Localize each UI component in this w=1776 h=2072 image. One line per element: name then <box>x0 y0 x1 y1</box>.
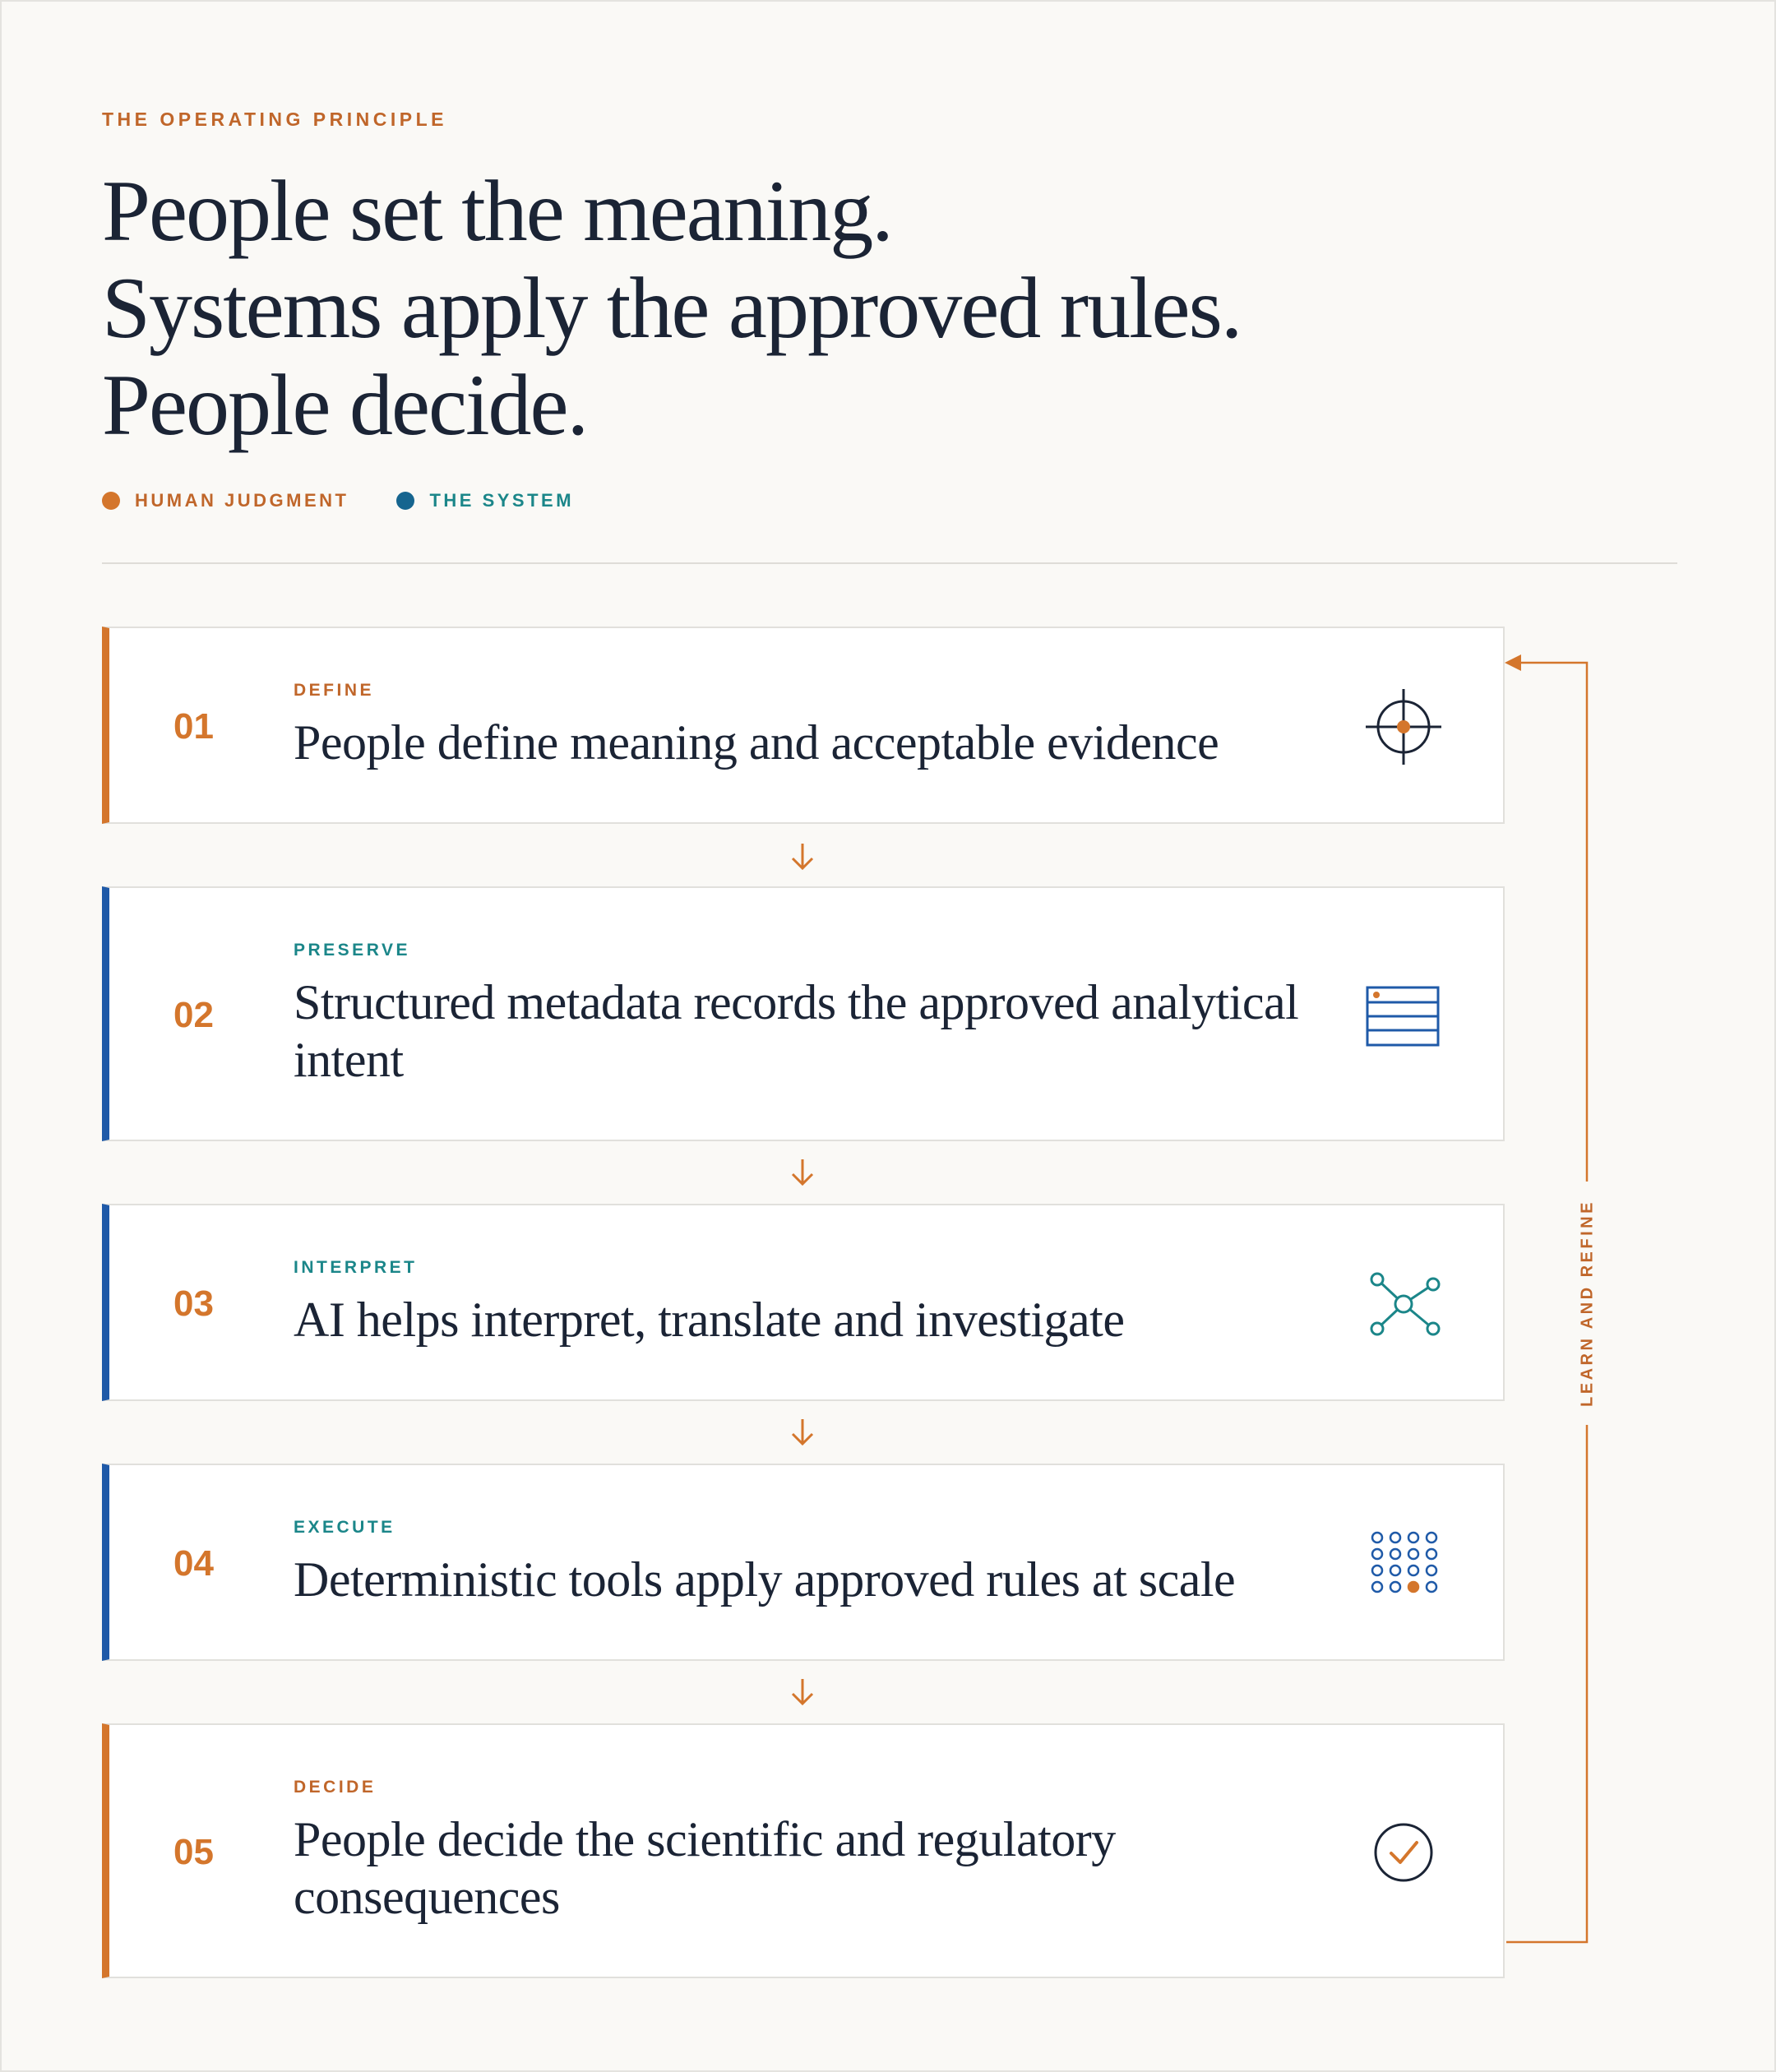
step-description: Structured metadata records the approved analytical intent <box>294 975 1299 1087</box>
grid-dot <box>1408 1549 1418 1559</box>
eyebrow: THE OPERATING PRINCIPLE <box>102 109 447 130</box>
legend-item-system <box>396 490 574 511</box>
dot-grid-icon <box>1362 1523 1445 1605</box>
metadata-table-icon <box>1362 974 1445 1057</box>
step-card-preserve <box>102 886 1505 1141</box>
flow-arrow-down-icon <box>786 1156 819 1189</box>
grid-dot <box>1427 1566 1436 1575</box>
legend-dot-system-icon <box>396 492 414 510</box>
grid-dot <box>1390 1533 1400 1542</box>
grid-dot <box>1372 1582 1382 1592</box>
grid-dot <box>1390 1566 1400 1575</box>
headline <box>102 163 1664 454</box>
legend-label-system: THE SYSTEM <box>429 490 575 511</box>
step-label: EXECUTE <box>294 1518 395 1537</box>
step-number: 05 <box>173 1832 214 1872</box>
loop-label: LEARN AND REFINE <box>1579 1182 1598 1425</box>
headline-line-1: People set the meaning. <box>102 163 892 259</box>
step-description: AI helps interpret, translate and investigate <box>294 1293 1125 1347</box>
step-number: 02 <box>173 995 214 1035</box>
flow-arrow-down-icon <box>786 1416 819 1449</box>
grid-dot <box>1427 1582 1436 1592</box>
grid-dot <box>1408 1582 1418 1592</box>
step-label: DEFINE <box>294 681 375 700</box>
step-description: People decide the scientific and regulatory consequences <box>294 1812 1116 1924</box>
divider <box>102 562 1677 564</box>
grid-dot <box>1390 1582 1400 1592</box>
step-number: 01 <box>173 706 214 747</box>
network-icon <box>1362 1263 1445 1345</box>
legend <box>102 490 622 511</box>
flow-arrow-down-icon <box>786 1676 819 1709</box>
legend-item-human <box>102 490 349 511</box>
step-card-decide <box>102 1723 1505 1978</box>
step-label: DECIDE <box>294 1778 377 1797</box>
grid-dot <box>1372 1533 1382 1542</box>
step-number: 03 <box>173 1283 214 1324</box>
step-card-execute <box>102 1464 1505 1661</box>
headline-line-2: Systems apply the approved rules. <box>102 260 1242 356</box>
step-card-define <box>102 627 1505 824</box>
flow-arrow-down-icon <box>786 840 819 873</box>
grid-dot <box>1408 1533 1418 1542</box>
crosshair-icon <box>1362 686 1445 768</box>
step-card-interpret <box>102 1204 1505 1401</box>
headline-line-3: People decide. <box>102 357 588 453</box>
grid-dot <box>1390 1549 1400 1559</box>
grid-dot <box>1427 1549 1436 1559</box>
check-circle-icon <box>1362 1811 1445 1894</box>
grid-dot <box>1372 1549 1382 1559</box>
grid-dot <box>1372 1566 1382 1575</box>
grid-dot <box>1408 1566 1418 1575</box>
grid-dot <box>1427 1533 1436 1542</box>
legend-label-human: HUMAN JUDGMENT <box>135 490 349 511</box>
step-description: Deterministic tools apply approved rules at scale <box>294 1552 1236 1607</box>
step-label: PRESERVE <box>294 941 410 960</box>
legend-dot-human-icon <box>102 492 120 510</box>
step-description: People define meaning and acceptable evidence <box>294 715 1219 770</box>
step-number: 04 <box>173 1543 214 1584</box>
step-label: INTERPRET <box>294 1258 418 1277</box>
